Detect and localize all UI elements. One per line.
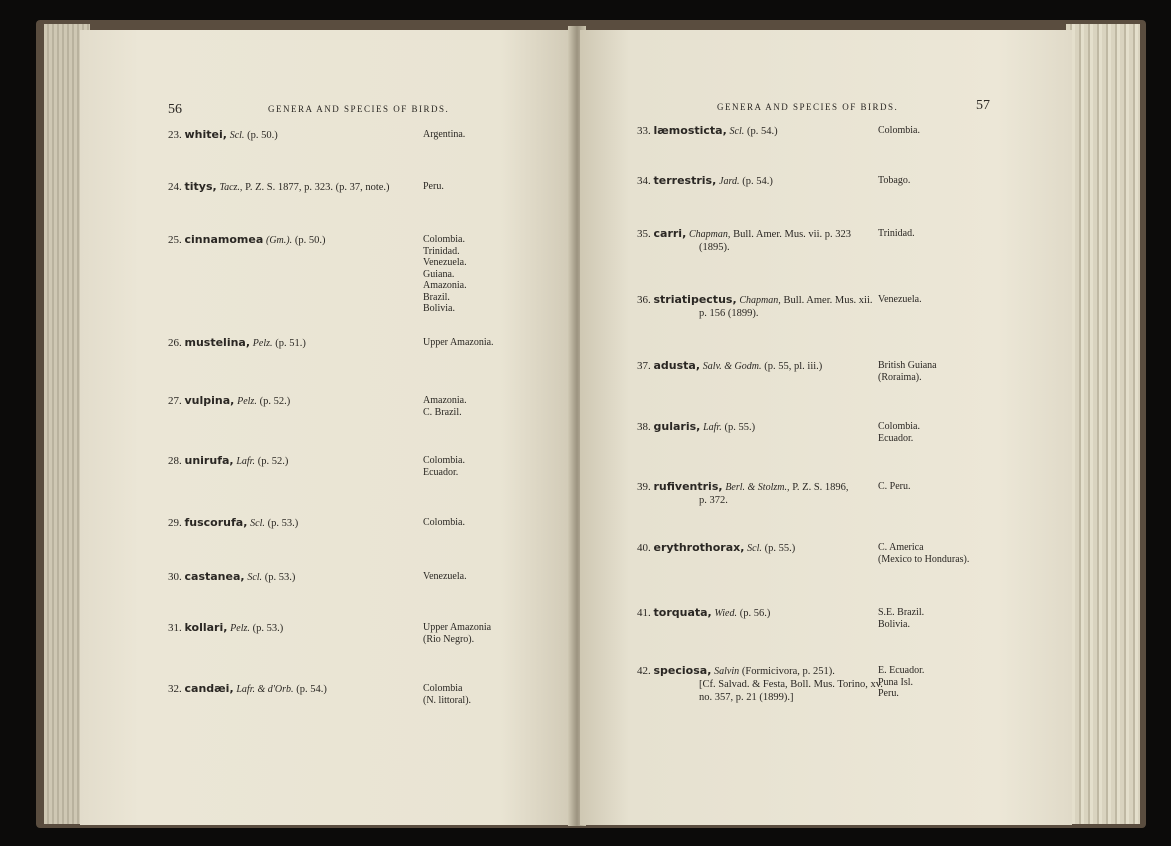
entry-number: 33. xyxy=(637,125,654,137)
reference-continuation: p. 156 (1899). xyxy=(699,308,759,319)
locality-line: Amazonia. xyxy=(423,280,467,291)
species-entry xyxy=(637,174,773,188)
species-reference: (p. 54.) xyxy=(747,126,778,137)
species-reference: (p. 56.) xyxy=(739,608,771,619)
entry-number: 38. xyxy=(637,421,654,433)
locality-line: C. Brazil. xyxy=(423,406,462,418)
species-reference: (p. 54.) xyxy=(296,684,327,695)
species-locality xyxy=(878,175,910,187)
locality-line: Colombia. xyxy=(878,125,920,136)
species-reference: (p. 53.) xyxy=(264,572,296,583)
species-reference: Bull. Amer. Mus. vii. p. 323 xyxy=(733,229,851,240)
left-page-number: 56 xyxy=(168,102,182,117)
species-locality xyxy=(423,337,494,349)
species-name: unirufa, xyxy=(184,454,234,467)
species-entry xyxy=(637,420,755,434)
species-author: Tacz., xyxy=(219,182,243,193)
species-name: candæi, xyxy=(184,682,234,695)
species-reference: (p. 54.) xyxy=(742,176,773,187)
reference-continuation: [Cf. Salvad. & Festa, Boll. Mus. Torino, xv. xyxy=(699,679,883,690)
locality-line: C. America xyxy=(878,542,924,553)
entry-number: 25. xyxy=(168,234,185,246)
species-locality xyxy=(423,622,491,645)
species-locality xyxy=(878,607,924,630)
locality-line: S.E. Brazil. xyxy=(878,607,925,618)
entry-number: 27. xyxy=(168,395,185,407)
species-reference: (p. 50.) xyxy=(247,130,278,141)
species-reference: (Formicivora, p. 251). xyxy=(741,666,835,677)
species-name: cinnamomea xyxy=(184,233,264,246)
species-locality xyxy=(423,395,467,418)
entry-number: 36. xyxy=(637,294,654,306)
locality-line: Puna Isl. xyxy=(878,676,913,688)
species-entry xyxy=(637,293,873,320)
species-entry xyxy=(637,606,770,620)
species-author: Salv. & Godm. xyxy=(702,361,762,372)
species-entry xyxy=(168,682,327,696)
locality-line: Peru. xyxy=(423,181,444,192)
right-page-edges xyxy=(1066,24,1140,824)
entry-number: 41. xyxy=(637,607,654,619)
entry-number: 35. xyxy=(637,228,654,240)
species-entry xyxy=(637,359,822,373)
species-author: Scl. xyxy=(250,518,265,529)
species-locality xyxy=(423,455,465,478)
right-page xyxy=(580,30,1072,825)
locality-line: Guiana. xyxy=(423,268,455,280)
entry-number: 40. xyxy=(637,542,654,554)
species-entry xyxy=(168,180,390,194)
locality-line: Colombia. xyxy=(423,455,465,466)
species-author: Scl. xyxy=(247,572,263,583)
species-name: titys, xyxy=(184,180,217,193)
locality-line: (Rio Negro). xyxy=(423,633,475,645)
species-reference: (p. 51.) xyxy=(275,338,306,349)
species-reference: (p. 50.) xyxy=(294,235,326,246)
species-name: castanea, xyxy=(184,570,245,583)
species-reference: (p. 52.) xyxy=(257,456,289,467)
entry-number: 23. xyxy=(168,129,185,141)
species-author: Scl. xyxy=(229,130,245,141)
species-name: fuscorufa, xyxy=(184,516,248,529)
left-page xyxy=(80,30,575,825)
locality-line: Ecuador. xyxy=(423,466,459,478)
species-locality xyxy=(878,125,920,137)
reference-continuation: no. 357, p. 21 (1899).] xyxy=(699,692,794,703)
species-reference: P. Z. S. 1877, p. 323. (p. 37, note.) xyxy=(245,182,390,193)
species-author: Chapman, xyxy=(739,295,781,306)
locality-line: Upper Amazonia. xyxy=(423,337,494,348)
species-locality xyxy=(423,181,444,193)
species-name: striatipectus, xyxy=(653,293,737,306)
locality-line: (Roraima). xyxy=(878,371,922,383)
entry-number: 31. xyxy=(168,622,185,634)
locality-line: Colombia xyxy=(423,683,463,694)
entry-number: 24. xyxy=(168,181,185,193)
species-locality xyxy=(423,571,467,583)
species-author: Lafr. xyxy=(703,422,722,433)
species-reference: (p. 53.) xyxy=(252,623,284,634)
locality-line: (N. littoral). xyxy=(423,694,472,706)
species-author: (Gm.). xyxy=(266,235,293,246)
species-entry xyxy=(168,454,288,468)
locality-line: Bolivia. xyxy=(878,618,910,630)
locality-line: Colombia. xyxy=(423,517,465,528)
species-name: erythrothorax, xyxy=(653,541,745,554)
species-locality xyxy=(878,481,911,493)
species-author: Salvin xyxy=(714,666,740,677)
species-reference: (p. 52.) xyxy=(259,396,291,407)
species-name: læmosticta, xyxy=(653,124,727,137)
locality-line: British Guiana xyxy=(878,360,937,371)
species-entry xyxy=(637,227,851,254)
species-name: whitei, xyxy=(184,128,227,141)
right-running-head: GENERA AND SPECIES OF BIRDS. xyxy=(717,102,899,112)
locality-line: Ecuador. xyxy=(878,432,914,444)
species-name: speciosa, xyxy=(653,664,712,677)
species-locality xyxy=(423,129,465,141)
entry-number: 26. xyxy=(168,337,185,349)
species-name: vulpina, xyxy=(184,394,235,407)
locality-line: Venezuela. xyxy=(878,294,922,305)
species-author: Scl. xyxy=(747,543,762,554)
species-entry xyxy=(168,336,306,350)
species-name: adusta, xyxy=(653,359,701,372)
species-author: Lafr. xyxy=(236,456,255,467)
species-name: mustelina, xyxy=(184,336,251,349)
locality-line: Trinidad. xyxy=(423,245,460,257)
species-name: gularis, xyxy=(653,420,701,433)
species-locality xyxy=(878,542,969,565)
species-reference: (p. 55.) xyxy=(764,543,796,554)
locality-line: (Mexico to Honduras). xyxy=(878,553,970,565)
species-entry xyxy=(637,124,778,138)
locality-line: Peru. xyxy=(878,688,899,699)
right-page-number: 57 xyxy=(976,98,990,113)
locality-line: Bolivia. xyxy=(423,303,455,314)
reference-continuation: (1895). xyxy=(699,242,730,253)
species-locality xyxy=(878,360,937,383)
locality-line: Amazonia. xyxy=(423,395,467,406)
species-reference: P. Z. S. 1896, xyxy=(792,482,849,493)
locality-line: Venezuela. xyxy=(423,257,467,268)
species-entry xyxy=(637,480,849,507)
entry-number: 39. xyxy=(637,481,654,493)
locality-line: Brazil. xyxy=(423,291,450,303)
species-author: Jard. xyxy=(719,176,740,187)
species-reference: (p. 55, pl. iii.) xyxy=(764,361,823,372)
entry-number: 42. xyxy=(637,665,654,677)
species-author: Lafr. & d'Orb. xyxy=(236,684,294,695)
locality-line: Venezuela. xyxy=(423,571,467,582)
species-name: terrestris, xyxy=(653,174,717,187)
entry-number: 34. xyxy=(637,175,654,187)
species-entry xyxy=(168,128,278,142)
locality-line: E. Ecuador. xyxy=(878,665,925,676)
entry-number: 28. xyxy=(168,455,185,467)
species-locality xyxy=(423,234,467,315)
species-entry xyxy=(168,621,283,635)
species-locality xyxy=(878,294,922,306)
species-author: Chapman, xyxy=(689,229,731,240)
locality-line: Upper Amazonia xyxy=(423,622,492,633)
species-locality xyxy=(423,683,471,706)
species-author: Wied. xyxy=(714,608,737,619)
locality-line: Colombia. xyxy=(423,234,465,245)
species-locality xyxy=(878,228,915,240)
entry-number: 32. xyxy=(168,683,185,695)
species-name: kollari, xyxy=(184,621,228,634)
species-author: Berl. & Stolzm., xyxy=(725,482,790,493)
locality-line: Trinidad. xyxy=(878,228,915,239)
species-author: Scl. xyxy=(729,126,745,137)
locality-line: Argentina. xyxy=(423,129,466,140)
species-locality xyxy=(878,665,924,700)
species-entry xyxy=(168,394,290,408)
species-name: torquata, xyxy=(653,606,712,619)
species-name: carri, xyxy=(653,227,687,240)
species-entry xyxy=(168,570,295,584)
species-reference: (p. 53.) xyxy=(267,518,299,529)
species-locality xyxy=(423,517,465,529)
species-author: Pelz. xyxy=(230,623,250,634)
locality-line: C. Peru. xyxy=(878,481,911,492)
species-name: rufiventris, xyxy=(653,480,723,493)
species-entry xyxy=(637,664,883,704)
species-author: Pelz. xyxy=(252,338,273,349)
reference-continuation: p. 372. xyxy=(699,495,728,506)
entry-number: 29. xyxy=(168,517,185,529)
species-reference: (p. 55.) xyxy=(724,422,756,433)
species-reference: Bull. Amer. Mus. xii. xyxy=(783,295,873,306)
left-running-head: GENERA AND SPECIES OF BIRDS. xyxy=(268,104,450,114)
species-entry xyxy=(637,541,795,555)
locality-line: Tobago. xyxy=(878,175,911,186)
species-entry xyxy=(168,516,298,530)
locality-line: Colombia. xyxy=(878,421,920,432)
entry-number: 37. xyxy=(637,360,654,372)
species-entry xyxy=(168,233,325,247)
species-locality xyxy=(878,421,920,444)
species-author: Pelz. xyxy=(237,396,257,407)
entry-number: 30. xyxy=(168,571,185,583)
